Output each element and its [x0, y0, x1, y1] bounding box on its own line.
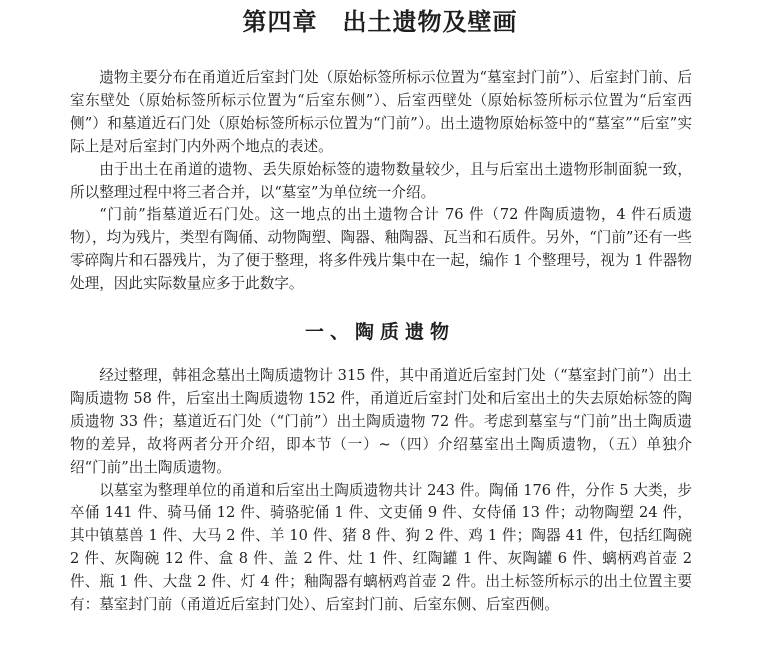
- intro-text-block: [70, 67, 692, 296]
- intro-paragraph-2: 由于出土在甬道的遗物、丢失原始标签的遗物数量较少，且与后室出土遗物形制面貌一致，所以整理过程中将三者合并，以“墓室”为单位统一介绍。: [70, 160, 692, 201]
- section-paragraph-2: 以墓室为整理单位的甬道和后室出土陶质遗物共计 243 件。陶俑 176 件，分作 5 大类，步卒俑 141 件、骑马俑 12 件、骑骆驼俑 1 件、文吏俑 9 件、女侍俑 13 件；动物陶塑 24 件，其中镇墓兽 1 件、大马 2 件、羊 10 件、猪 8 件、狗 2 件、鸡 1 件；陶器 41 件，包括红陶碗 2 件、灰陶碗 12 件、盒 8 件、盖 2 件、灶 1 件、红陶罐 1 件、灰陶罐 6 件、螭柄鸡首壶 2 件、瓶 1 件、大盘 2 件、灯 4 件；釉陶器有螭柄鸡首壶 2 件。出土标签所标示的出土位置主要有：墓室封门前（甬道近后室封门处）、后室封门前、后室东侧、后室西侧。: [70, 481, 692, 614]
- section-text-block: [70, 365, 692, 617]
- section-paragraph-1: 经过整理，韩祖念墓出土陶质遗物计 315 件，其中甬道近后室封门处（“墓室封门前”）出土陶质遗物 58 件，后室出土陶质遗物 152 件，甬道近后室封门处和后室出土的失去原始标签的陶质遗物 33 件；墓道近石门处（“门前”）出土陶质遗物 72 件。考虑到墓室与“门前”出土陶质遗物的差异，故将两者分开介绍，即本节（一）~（四）介绍墓室出土陶质遗物，（五）单独介绍“门前”出土陶质遗物。: [70, 367, 692, 476]
- section-title: 一、陶质遗物: [304, 321, 455, 343]
- chapter-title: 第四章 出土遗物及壁画: [242, 8, 518, 36]
- intro-paragraph-1: 遗物主要分布在甬道近后室封门处（原始标签所标示位置为“墓室封门前”）、后室封门前、后室东壁处（原始标签所标示位置为“后室东侧”）、后室西壁处（原始标签所标示位置为“后室西侧”）和墓道近石门处（原始标签所标示位置为“门前”）。出土遗物原始标签中的“墓室”“后室”实际上是对后室封门内外两个地点的表述。: [70, 69, 692, 155]
- intro-paragraph-3: “门前”指墓道近石门处。这一地点的出土遗物合计 76 件（72 件陶质遗物，4 件石质遗物），均为残片，类型有陶俑、动物陶塑、陶器、釉陶器、瓦当和石质件。另外，“门前”还有一些零碎陶片和石器残片，为了便于整理，将多件残片集中在一起，编作 1 个整理号，视为 1 件器物处理，因此实际数量应多于此数字。: [70, 206, 692, 293]
